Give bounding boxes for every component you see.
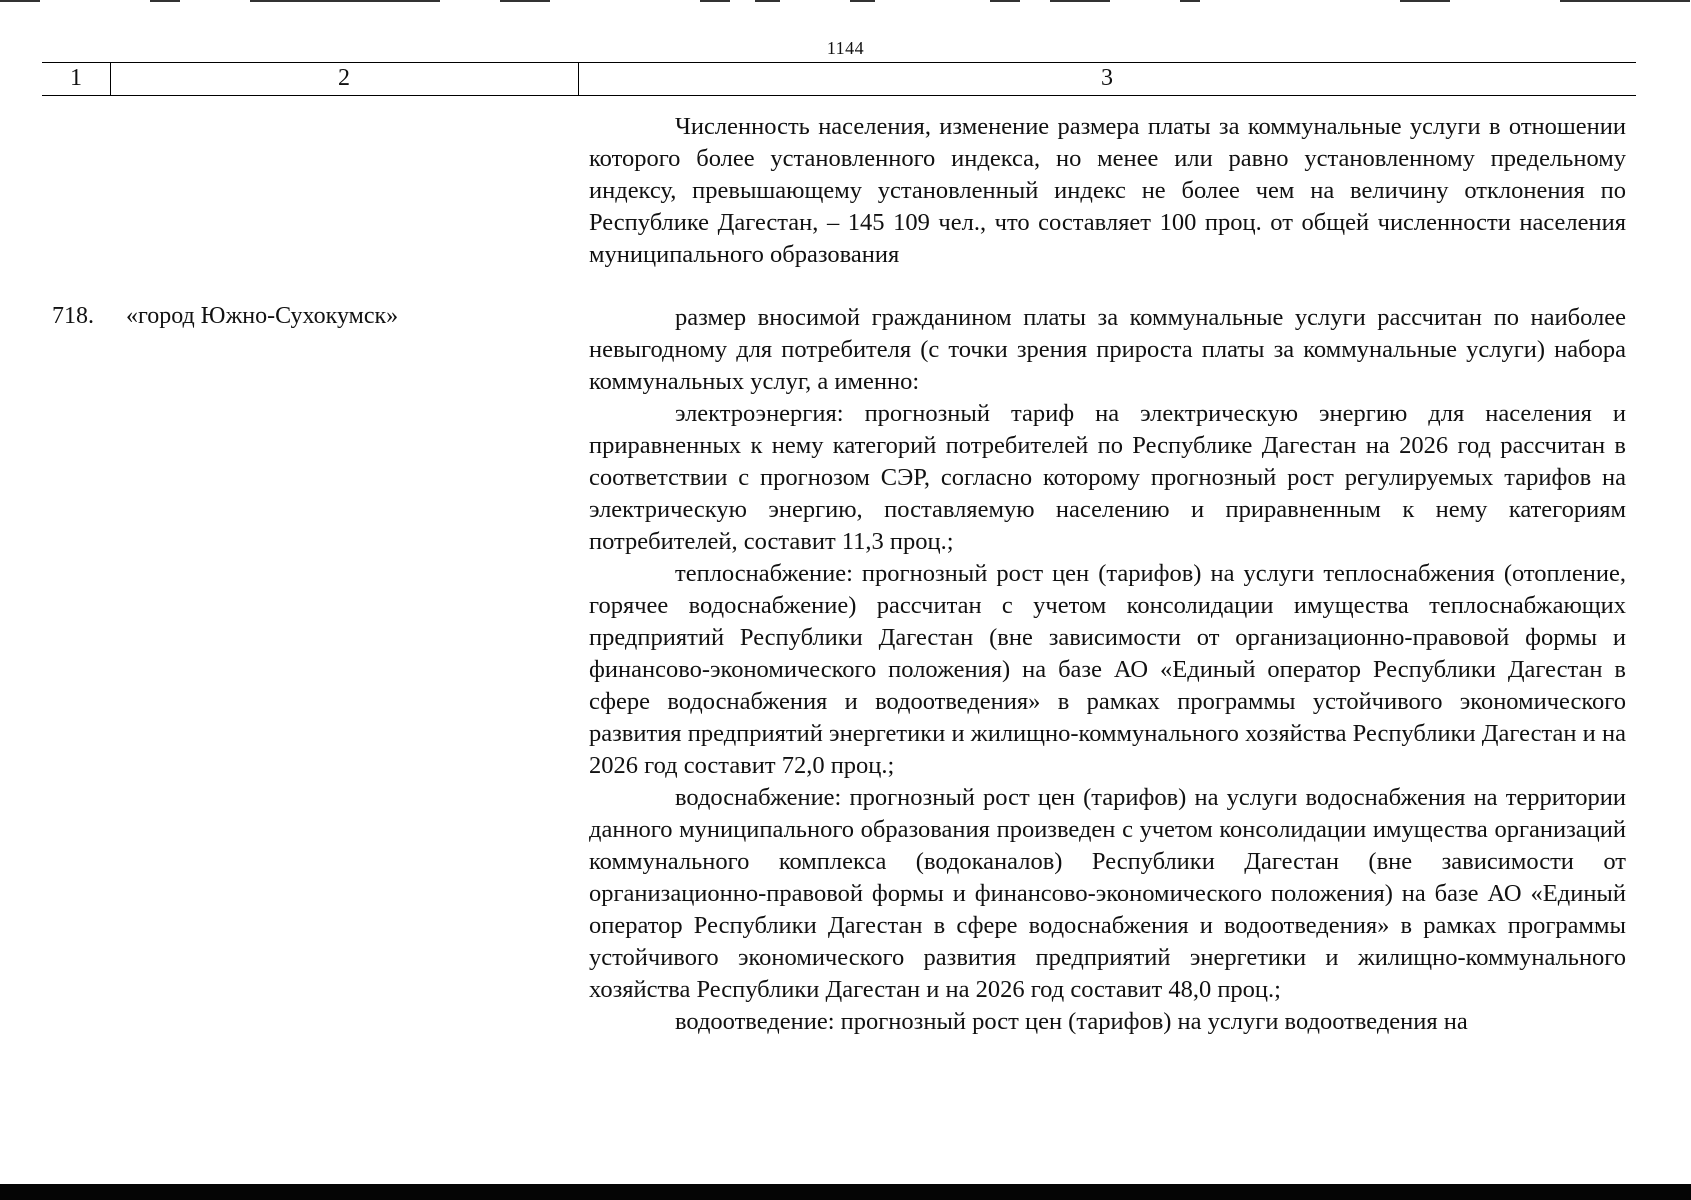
previous-item-text	[589, 111, 1626, 271]
column-number-3: 3	[1101, 65, 1113, 91]
paragraph-electricity: электроэнергия: прогнозный тариф на электрическую энергию для населения и приравненных к нему категорий потребителей по Республике Дагестан на 2026 год рассчитан в соответствии с прогнозом СЭР, согласно которому прогнозный рост регулируемых тарифов на электрическую энергию, поставляемую населению и приравненным к нему категориям потребителей, составит 11,3 проц.;	[589, 400, 1626, 555]
item-number: 718.	[52, 303, 94, 329]
scan-artifacts	[0, 0, 1691, 6]
paragraph-wastewater: водоотведение: прогнозный рост цен (тарифов) на услуги водоотведения на	[675, 1008, 1468, 1035]
paragraph: Численность населения, изменение размера платы за коммунальные услуги в отношении которого более установленного индекса, но менее или равно установленному предельному индексу, превышающему установленный индекс не более чем на величину отклонения по Республике Дагестан, – 145 109 чел., что составляет 100 проц. от общей численности населения муниципального образования	[589, 113, 1626, 268]
header-bottom-rule	[42, 95, 1636, 96]
item-description	[589, 302, 1626, 1038]
paragraph: размер вносимой гражданином платы за коммунальные услуги рассчитан по наиболее невыгодному для потребителя (с точки зрения прироста платы за коммунальные услуги) набора коммунальных услуг, а именно:	[589, 304, 1626, 395]
scan-bottom-edge	[0, 1184, 1691, 1200]
paragraph-water-supply: водоснабжение: прогнозный рост цен (тарифов) на услуги водоснабжения на территории данного муниципального образования произведен с учетом консолидации имущества организаций коммунального комплекса (водоканалов) Республики Дагестан (вне зависимости от организационно-правовой формы и финансово-экономического положения) на базе АО «Единый оператор Республики Дагестан в сфере водоснабжения и водоотведения» в рамках программы устойчивого экономического развития предприятий энергетики и жилищно-коммунального хозяйства Республики Дагестан и на 2026 год составит 48,0 проц.;	[589, 784, 1626, 1003]
column-number-2: 2	[338, 65, 350, 91]
page-number: 1144	[826, 38, 865, 58]
paragraph-heating: теплоснабжение: прогнозный рост цен (тарифов) на услуги теплоснабжения (отопление, горячее водоснабжение) рассчитан с учетом консолидации имущества теплоснабжающих предприятий Республики Дагестан (вне зависимости от организационно-правовой формы и финансово-экономического положения) на базе АО «Единый оператор Республики Дагестан в сфере водоснабжения и водоотведения» в рамках программы устойчивого экономического развития предприятий энергетики и жилищно-коммунального хозяйства Республики Дагестан и на 2026 год составит 72,0 проц.;	[589, 560, 1626, 779]
municipality-name: «город Южно-Сухокумск»	[126, 303, 399, 329]
header-top-rule	[42, 62, 1636, 63]
column-number-1: 1	[70, 65, 82, 91]
